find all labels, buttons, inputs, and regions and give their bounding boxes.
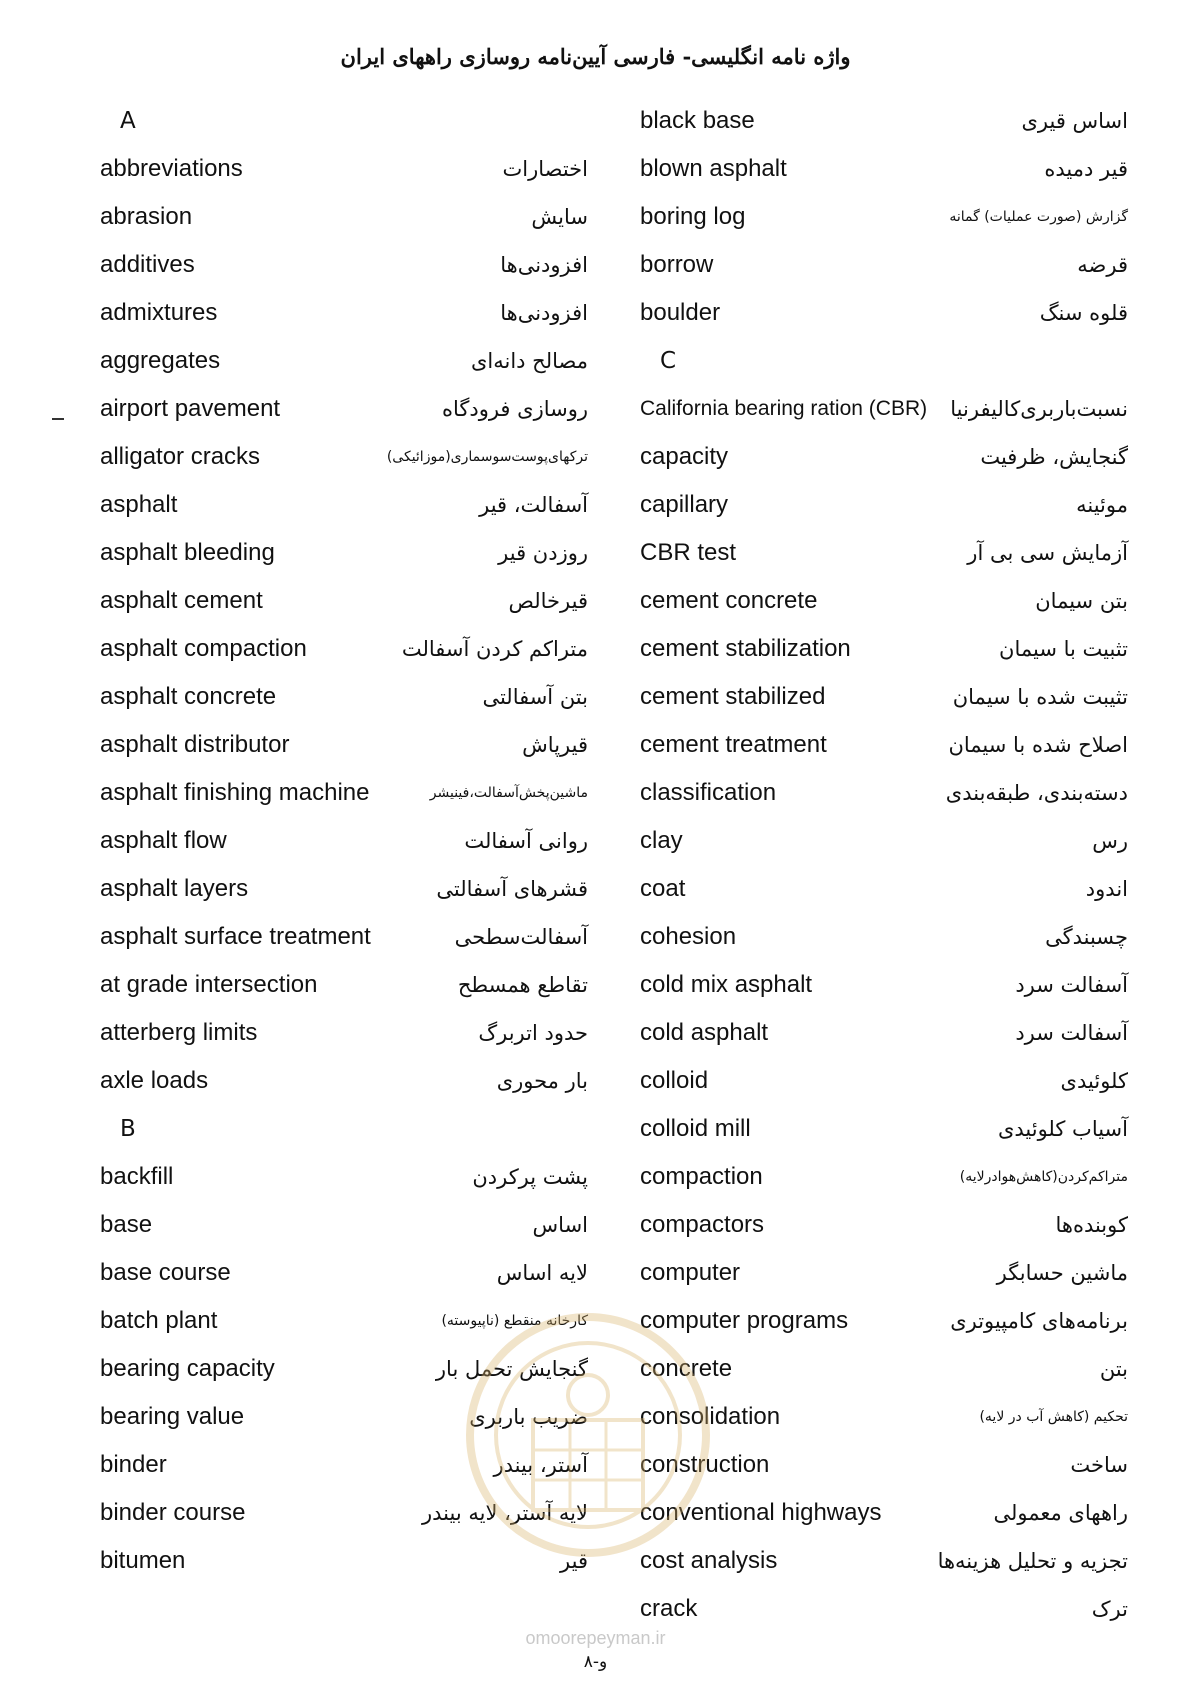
glossary-row	[100, 1249, 588, 1297]
persian-term: گنجایش تحمل بار	[435, 1357, 588, 1381]
persian-term: آسفالت، قیر	[479, 493, 588, 517]
persian-term: متراکم کردن آسفالت	[401, 637, 588, 661]
glossary-row	[640, 625, 1128, 673]
english-term: cold asphalt	[640, 1019, 769, 1046]
persian-term: برنامه‌های کامپیوتری	[950, 1309, 1128, 1333]
glossary-row	[100, 1537, 588, 1585]
english-term: CBR test	[640, 539, 737, 566]
glossary-row	[640, 433, 1128, 481]
persian-term: روانی آسفالت	[464, 829, 588, 853]
glossary-row	[640, 97, 1128, 145]
english-term: consolidation	[640, 1403, 781, 1430]
persian-term: ساخت	[1070, 1453, 1128, 1477]
glossary-row	[100, 721, 588, 769]
persian-term: قلوه سنگ	[1039, 301, 1128, 325]
glossary-row	[640, 529, 1128, 577]
glossary-row	[100, 1057, 588, 1105]
persian-term: لایه اساس	[496, 1261, 588, 1285]
english-term: construction	[640, 1451, 770, 1478]
glossary-row	[640, 1057, 1128, 1105]
persian-term: ضریب باربری	[469, 1405, 588, 1429]
english-term: backfill	[100, 1163, 174, 1190]
glossary-row	[640, 817, 1128, 865]
glossary-row	[640, 481, 1128, 529]
english-term: asphalt layers	[100, 875, 249, 902]
persian-term: قیر	[560, 1549, 588, 1573]
glossary-row	[100, 433, 588, 481]
glossary-row	[100, 1009, 588, 1057]
english-term: concrete	[640, 1355, 733, 1382]
persian-term: نسبت‌باربری‌کالیفرنیا	[950, 397, 1128, 421]
persian-term: قشرهای آسفالتی	[436, 877, 588, 901]
persian-term: لایه آستر، لایه بیندر	[421, 1501, 588, 1525]
english-term: axle loads	[100, 1067, 209, 1094]
english-term: batch plant	[100, 1307, 218, 1334]
glossary-row	[100, 529, 588, 577]
section-letter: C	[660, 348, 677, 374]
page-title: واژه نامه انگلیسی- فارسی آیین‌نامه روسازی راههای ایران	[340, 44, 851, 69]
persian-term: اختصارات	[502, 157, 588, 181]
persian-term: آسفالت سرد	[1015, 1021, 1128, 1045]
persian-term: قیرخالص	[508, 589, 588, 613]
glossary-row	[100, 625, 588, 673]
english-term: bearing capacity	[100, 1355, 275, 1382]
english-term: asphalt surface treatment	[100, 923, 371, 950]
glossary-row	[100, 481, 588, 529]
english-term: coat	[640, 875, 686, 902]
glossary-row	[640, 145, 1128, 193]
right-column	[640, 97, 1128, 1633]
glossary-row	[640, 1537, 1128, 1585]
english-term: boring log	[640, 203, 746, 230]
persian-term: گنجایش، ظرفیت	[980, 445, 1128, 469]
english-term: capacity	[640, 443, 729, 470]
glossary-row	[100, 1201, 588, 1249]
persian-term: روزدن قیر	[498, 541, 588, 565]
persian-term: ماشین‌پخش‌آسفالت،فینیشر	[429, 785, 588, 801]
glossary-row	[640, 577, 1128, 625]
glossary-row	[640, 1201, 1128, 1249]
persian-term: ترکهای‌پوست‌سوسماری(موزائیکی)	[386, 449, 588, 465]
persian-term: بتن سیمان	[1035, 589, 1128, 613]
english-term: asphalt flow	[100, 827, 227, 854]
watermark-seal-icon	[463, 1310, 713, 1560]
glossary-row	[100, 577, 588, 625]
persian-term: اساس	[532, 1213, 588, 1237]
english-term: blown asphalt	[640, 155, 787, 182]
glossary-row	[640, 241, 1128, 289]
persian-term: تثیبت شده با سیمان	[952, 685, 1128, 709]
watermark-site: omoorepeyman.ir	[525, 1628, 666, 1648]
english-term: computer	[640, 1259, 741, 1286]
glossary-row	[640, 385, 1128, 433]
glossary-row	[640, 673, 1128, 721]
persian-term: تقاطع همسطح	[457, 973, 588, 997]
glossary-row	[100, 289, 588, 337]
glossary-row	[100, 1153, 588, 1201]
english-term: black base	[640, 107, 755, 134]
glossary-row	[100, 961, 588, 1009]
english-term: base course	[100, 1259, 231, 1286]
glossary-row	[640, 1249, 1128, 1297]
glossary-row	[640, 193, 1128, 241]
english-term: binder course	[100, 1499, 246, 1526]
glossary-row	[100, 145, 588, 193]
glossary-row	[640, 961, 1128, 1009]
section-letter-row	[100, 1105, 588, 1153]
english-term: compaction	[640, 1163, 763, 1190]
english-term: classification	[640, 779, 777, 806]
persian-term: موئینه	[1076, 493, 1128, 517]
persian-term: ماشین حسابگر	[996, 1261, 1128, 1285]
persian-term: آسفالت سرد	[1015, 973, 1128, 997]
persian-term: قرضه	[1077, 253, 1128, 277]
section-letter: B	[120, 1116, 136, 1142]
glossary-row	[640, 1441, 1128, 1489]
english-term: abbreviations	[100, 155, 243, 182]
glossary-row	[640, 1009, 1128, 1057]
glossary-row	[100, 913, 588, 961]
english-term: colloid mill	[640, 1115, 751, 1142]
persian-term: کوبنده‌ها	[1055, 1213, 1128, 1237]
margin-mark	[52, 418, 64, 420]
glossary-row	[640, 289, 1128, 337]
english-term: binder	[100, 1451, 167, 1478]
persian-term: دسته‌بندی، طبقه‌بندی	[945, 781, 1128, 805]
glossary-row	[640, 913, 1128, 961]
persian-term: تجزیه و تحلیل هزینه‌ها	[937, 1549, 1128, 1573]
glossary-row	[640, 1105, 1128, 1153]
persian-term: بتن	[1099, 1357, 1128, 1381]
persian-term: افزودنی‌ها	[500, 301, 588, 325]
glossary-row	[100, 385, 588, 433]
english-term: cost analysis	[640, 1547, 778, 1574]
english-term: clay	[640, 827, 683, 854]
persian-term: افزودنی‌ها	[500, 253, 588, 277]
section-letter: A	[120, 108, 136, 134]
persian-term: گزارش (صورت عملیات) گمانه	[949, 209, 1128, 225]
english-term: conventional highways	[640, 1499, 882, 1526]
persian-term: سایش	[531, 205, 588, 229]
persian-term: تحکیم (کاهش آب در لایه)	[979, 1409, 1128, 1425]
persian-term: تثبیت با سیمان	[999, 637, 1128, 661]
persian-term: چسبندگی	[1045, 925, 1128, 949]
glossary-row	[640, 721, 1128, 769]
english-term: cement concrete	[640, 587, 818, 614]
persian-term: قیرپاش	[522, 733, 588, 757]
persian-term: بتن آسفالتی	[482, 685, 588, 709]
persian-term: متراکم‌کردن(کاهش‌هوادرلایه)	[959, 1169, 1128, 1185]
persian-term: آسیاب کلوئیدی	[997, 1117, 1128, 1141]
glossary-row	[640, 1585, 1128, 1633]
english-term: alligator cracks	[100, 443, 261, 470]
persian-term: روسازی فرودگاه	[441, 397, 588, 421]
english-term: asphalt	[100, 491, 178, 518]
english-term: bitumen	[100, 1547, 186, 1574]
persian-term: اساس قیری	[1021, 109, 1128, 133]
english-term: capillary	[640, 491, 729, 518]
english-term: bearing value	[100, 1403, 245, 1430]
english-term: airport pavement	[100, 395, 281, 422]
glossary-row	[100, 769, 588, 817]
persian-term: آسفالت‌سطحی	[454, 925, 588, 949]
glossary-row	[100, 337, 588, 385]
glossary-row	[640, 769, 1128, 817]
glossary-row	[640, 1393, 1128, 1441]
english-term: asphalt distributor	[100, 731, 290, 758]
english-term: compactors	[640, 1211, 765, 1238]
persian-term: کلوئیدی	[1060, 1069, 1128, 1093]
english-term: crack	[640, 1595, 698, 1622]
english-term: cement stabilized	[640, 683, 826, 710]
persian-term: بار محوری	[496, 1069, 588, 1093]
english-term: computer programs	[640, 1307, 849, 1334]
english-term: asphalt bleeding	[100, 539, 275, 566]
persian-term: اندود	[1085, 877, 1128, 901]
glossary-row	[100, 817, 588, 865]
persian-term: قیر دمیده	[1044, 157, 1128, 181]
persian-term: کارخانه منقطع (ناپیوسته)	[441, 1313, 588, 1329]
glossary-row	[100, 241, 588, 289]
glossary-row	[100, 865, 588, 913]
glossary-row	[100, 193, 588, 241]
glossary-row	[640, 1153, 1128, 1201]
glossary-row	[640, 1297, 1128, 1345]
glossary-row	[640, 865, 1128, 913]
persian-term: حدود اتربرگ	[478, 1021, 588, 1045]
english-term: colloid	[640, 1067, 709, 1094]
english-term: additives	[100, 251, 195, 278]
english-term: asphalt cement	[100, 587, 263, 614]
english-term: borrow	[640, 251, 714, 278]
glossary-row	[640, 1489, 1128, 1537]
glossary-row	[100, 673, 588, 721]
persian-term: مصالح دانه‌ای	[470, 349, 588, 373]
english-term: asphalt finishing machine	[100, 779, 370, 806]
english-term: admixtures	[100, 299, 218, 326]
english-term: atterberg limits	[100, 1019, 258, 1046]
english-term: cold mix asphalt	[640, 971, 813, 998]
english-term: abrasion	[100, 203, 193, 230]
english-term: at grade intersection	[100, 971, 318, 998]
english-term: asphalt concrete	[100, 683, 277, 710]
english-term: aggregates	[100, 347, 221, 374]
english-term: boulder	[640, 299, 721, 326]
persian-term: آزمایش سی بی آر	[967, 541, 1128, 565]
persian-term: پشت پرکردن	[472, 1165, 588, 1189]
english-term: cement treatment	[640, 731, 827, 758]
persian-term: راههای معمولی	[993, 1501, 1128, 1525]
glossary-row	[640, 1345, 1128, 1393]
page-number: و-٨	[583, 1652, 608, 1672]
section-letter-row	[640, 337, 1128, 385]
persian-term: آستر، بیندر	[493, 1453, 588, 1477]
english-term: asphalt compaction	[100, 635, 307, 662]
english-term: cohesion	[640, 923, 737, 950]
english-term: base	[100, 1211, 153, 1238]
persian-term: ترک	[1091, 1597, 1128, 1621]
english-term: California bearing ration (CBR)	[640, 397, 928, 420]
section-letter-row	[100, 97, 588, 145]
persian-term: اصلاح شده با سیمان	[948, 733, 1128, 757]
english-term: cement stabilization	[640, 635, 851, 662]
persian-term: رس	[1092, 829, 1128, 853]
